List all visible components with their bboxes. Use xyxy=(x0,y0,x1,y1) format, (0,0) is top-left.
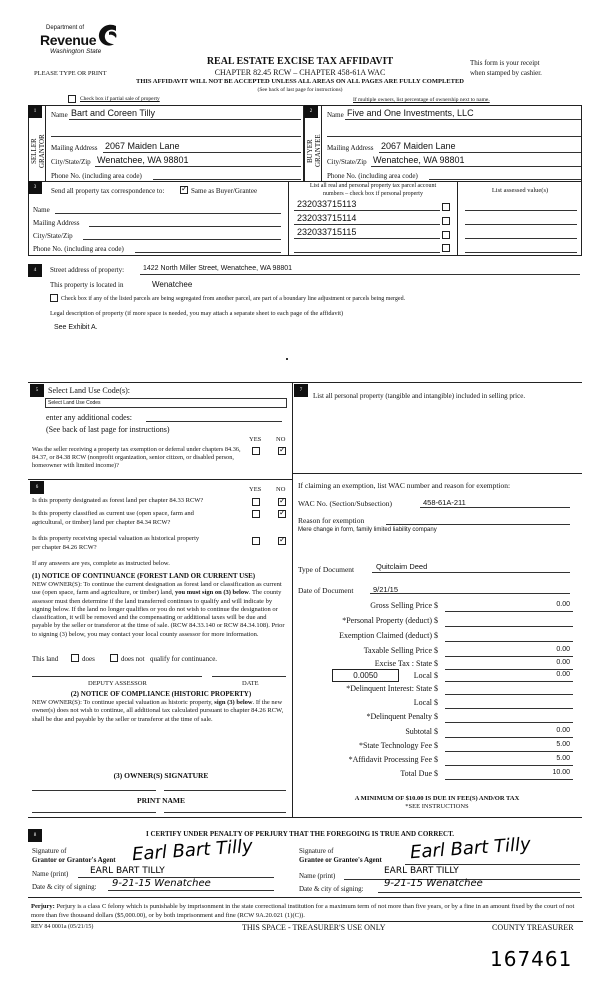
question-text-2: per chapter 84.26 RCW? xyxy=(32,544,97,551)
does-qualify-checkbox[interactable] xyxy=(71,654,79,662)
seller-grantor-label: SELLER GRANTOR xyxy=(30,134,46,168)
fee-row xyxy=(300,601,600,614)
receipt-note-2: when stamped by cashier. xyxy=(470,69,542,77)
if-yes-note: If any answers are yes, complete as instructed below. xyxy=(32,560,170,567)
notice-compliance-body: NEW OWNER(S): To continue special valuation as historic property, sign (3) below. If the new owner(s) does not wish to continue, all additional tax calculated pursuant to chapter 84.26 RCW, shall be due and payable by the seller or transferor at the time of sale. xyxy=(32,699,284,723)
fee-label: Subtotal $ xyxy=(405,727,438,736)
doc-type-value[interactable]: Quitclaim Deed xyxy=(376,562,428,571)
notice-compliance-title: (2) NOTICE OF COMPLIANCE (HISTORIC PROPERTY) xyxy=(70,690,252,698)
question-text: Is this property classified as current use (open space, farm and xyxy=(32,510,194,517)
does-not-qualify-checkbox[interactable] xyxy=(110,654,118,662)
fee-value[interactable]: 0.00 xyxy=(556,727,570,734)
buyer-name-label: Name xyxy=(327,111,344,119)
fee-value[interactable]: 0.00 xyxy=(556,646,570,653)
logo-line3: Washington State xyxy=(50,48,102,55)
land-use-see-back: (See back of last page for instructions) xyxy=(46,425,170,434)
does-label: does xyxy=(82,655,95,663)
seller-name-value[interactable]: Bart and Coreen Tilly xyxy=(71,108,156,118)
fee-row xyxy=(300,646,600,659)
reason-label: Reason for exemption xyxy=(298,516,365,525)
date-label: DATE xyxy=(242,680,259,687)
dor-swirl-icon xyxy=(96,22,120,48)
fee-row xyxy=(300,684,600,697)
fee-value[interactable]: 0.00 xyxy=(556,601,570,608)
fee-row xyxy=(300,712,600,725)
fee-value[interactable]: 0.00 xyxy=(556,671,570,678)
grantor-sig-label-1: Signature of xyxy=(32,847,67,855)
grantee-name-label: Name (print) xyxy=(299,872,336,880)
certify-statement: I CERTIFY UNDER PENALTY OF PERJURY THAT THE FOREGOING IS TRUE AND CORRECT. xyxy=(145,830,454,838)
owner-signature-label: (3) OWNER(S) SIGNATURE xyxy=(113,771,209,780)
deputy-assessor-label: DEPUTY ASSESSOR xyxy=(88,680,147,687)
street-address-label: Street address of property: xyxy=(50,266,125,274)
assessed-header: List assessed value(s) xyxy=(491,187,549,194)
fee-label: Local $ xyxy=(413,698,438,707)
seller-city-value[interactable]: Wenatchee, WA 98801 xyxy=(97,155,189,165)
fee-value[interactable]: 10.00 xyxy=(552,769,570,776)
logo-line2: Revenue xyxy=(40,32,97,48)
exemption-no-checkbox[interactable] xyxy=(278,447,286,455)
fee-row xyxy=(300,769,600,782)
section-tax-correspondence xyxy=(28,181,582,256)
same-as-buyer-checkbox[interactable] xyxy=(180,186,188,194)
corr-phone-label: Phone No. (including area code) xyxy=(33,245,124,253)
doc-type-label: Type of Document xyxy=(298,565,355,574)
fee-row xyxy=(300,671,600,684)
section-number-5: 5 xyxy=(30,384,44,397)
seller-mailing-label: Mailing Address xyxy=(51,144,98,152)
form-title: REAL ESTATE EXCISE TAX AFFIDAVIT xyxy=(206,56,394,67)
parcel-number[interactable]: 232033715115 xyxy=(297,227,357,237)
question-yes-checkbox[interactable] xyxy=(252,510,260,518)
grantee-signature[interactable]: Earl Bart Tilly xyxy=(409,833,532,864)
same-as-buyer-label: Same as Buyer/Grantee xyxy=(191,187,258,195)
yes-header: YES xyxy=(249,436,262,443)
segregate-label: Check box if any of the listed parcels are being segregated from another parcel, are part of a boundary line adjustment or parcels being merged. xyxy=(61,296,406,302)
corr-city-label: City/State/Zip xyxy=(33,232,73,240)
seller-name-label: Name xyxy=(51,111,68,119)
located-in-value[interactable]: Wenatchee xyxy=(152,280,193,289)
fee-label: Gross Selling Price $ xyxy=(370,601,438,610)
partial-sale-checkbox[interactable] xyxy=(68,95,76,103)
fee-label: *State Technology Fee $ xyxy=(358,741,438,750)
grantor-date-label: Date & city of signing: xyxy=(32,883,97,891)
fee-row xyxy=(300,755,600,768)
notice-continuance-body: NEW OWNER(S): To continue the current designation as forest land or classification as current use (open space, farm and agriculture, or timber) land, you must sign on (3) below. The county assessor must then determine if the land transferred continues to qualify and will indicate by signing below. If the land no longer qualifies or you do not wish to continue the designation or classification, it will be removed and the compensating or additional taxes will be due and payable by the seller or transferor at the time of sale. (RCW 84.33.140 or RCW 84.34.108). Prior to signing (3) below, you may contact your local county assessor for more information. xyxy=(32,581,285,638)
grantee-date-value[interactable]: 9-21-15 Wenatchee xyxy=(384,878,483,889)
see-back-note: (See back of last page for instructions) xyxy=(257,87,343,93)
section-number-6: 6 xyxy=(30,481,44,494)
this-land-label: This land xyxy=(32,655,59,663)
stray-dot xyxy=(286,358,288,360)
question-no-checkbox[interactable] xyxy=(278,498,286,506)
buyer-city-value[interactable]: Wenatchee, WA 98801 xyxy=(373,155,465,165)
receipt-note-1: This form is your receipt xyxy=(470,59,540,67)
grantee-sig-label-1: Signature of xyxy=(299,847,334,855)
wac-value[interactable]: 458-61A-211 xyxy=(423,498,466,507)
yes-header: YES xyxy=(249,486,262,493)
fee-row xyxy=(300,727,600,740)
section-seller-grantor xyxy=(28,105,304,182)
street-address-value[interactable]: 1422 North Miller Street, Wenatchee, WA 98801 xyxy=(143,265,293,272)
handwritten-receipt-number: 167461 xyxy=(490,947,573,971)
fee-value[interactable]: 5.00 xyxy=(556,755,570,762)
fee-label: *Personal Property (deduct) $ xyxy=(342,616,438,625)
minimum-due-note: A MINIMUM OF $10.00 IS DUE IN FEE(S) AND/OR TAX xyxy=(354,795,520,802)
no-header: NO xyxy=(276,486,286,493)
buyer-grantee-label: BUYER GRANTEE xyxy=(306,134,322,168)
legal-description-value[interactable]: See Exhibit A. xyxy=(54,324,98,331)
section-number-8: 8 xyxy=(28,829,42,842)
buyer-mailing-label: Mailing Address xyxy=(327,144,374,152)
segregate-checkbox[interactable] xyxy=(50,294,58,302)
personal-property-checkbox[interactable] xyxy=(442,203,450,211)
section-number-4: 4 xyxy=(28,264,42,277)
doc-date-value[interactable]: 9/21/15 xyxy=(373,585,399,594)
additional-codes-label: enter any additional codes: xyxy=(46,413,132,422)
section-number-7: 7 xyxy=(294,384,308,397)
corr-name-label: Name xyxy=(33,206,50,214)
wac-label: WAC No. (Section/Subsection) xyxy=(298,499,392,508)
fee-label: *Delinquent Penalty $ xyxy=(366,712,438,721)
question-yes-checkbox[interactable] xyxy=(252,537,260,545)
print-name-label: PRINT NAME xyxy=(137,796,185,805)
grantor-name-label: Name (print) xyxy=(32,870,69,878)
land-use-select[interactable]: Select Land Use Codes xyxy=(45,398,287,408)
question-no-checkbox[interactable] xyxy=(278,537,286,545)
parcel-header: List all real and personal property tax parcel account numbers – check box if personal property xyxy=(309,183,437,197)
notice-continuance-title: (1) NOTICE OF CONTINUANCE (FOREST LAND OR CURRENT USE) xyxy=(32,572,256,580)
seller-mailing-value[interactable]: 2067 Maiden Lane xyxy=(105,141,180,151)
exemption-question: Was the seller receiving a property tax exemption or deferral under chapters 84.36, 84.37, or 84.38 RCW (nonprofit organization, senior citizen, or disabled person, homeowner with limited income)? xyxy=(32,446,241,469)
grantee-name-value[interactable]: EARL BART TILLY xyxy=(384,866,459,876)
section-buyer-grantee xyxy=(304,105,582,182)
logo-line1: Department of xyxy=(46,25,85,31)
multiple-owners-note: If multiple owners, list percentage of ownership next to name. xyxy=(353,97,490,103)
fee-row xyxy=(300,741,600,754)
warning-text: THIS AFFIDAVIT WILL NOT BE ACCEPTED UNLESS ALL AREAS ON ALL PAGES ARE FULLY COMPLETED xyxy=(136,78,464,85)
send-correspondence-label: Send all property tax correspondence to: xyxy=(51,187,165,195)
fee-label: *Delinquent Interest: State $ xyxy=(346,684,438,693)
question-no-checkbox[interactable] xyxy=(278,510,286,518)
question-text-2: agricultural, or timber) land per chapter 84.34 RCW? xyxy=(32,519,171,526)
located-in-label: This property is located in xyxy=(50,281,124,289)
question-text: Is this property designated as forest land per chapter 84.33 RCW? xyxy=(32,497,204,504)
personal-property-label: List all personal property (tangible and intangible) included in selling price. xyxy=(313,392,526,400)
please-type: PLEASE TYPE OR PRINT xyxy=(34,70,107,77)
section-number-3: 3 xyxy=(28,181,42,194)
grantee-date-label: Date & city of signing: xyxy=(299,885,364,893)
doc-date-label: Date of Document xyxy=(298,586,354,595)
section-number-1: 1 xyxy=(28,105,42,118)
fee-row xyxy=(300,631,600,644)
personal-property-checkbox[interactable] xyxy=(442,231,450,239)
fee-row xyxy=(300,616,600,629)
no-header: NO xyxy=(276,436,286,443)
fee-label: Local $ xyxy=(413,671,438,680)
corr-mailing-label: Mailing Address xyxy=(33,219,80,227)
buyer-city-label: City/State/Zip xyxy=(327,158,367,166)
grantor-sig-label-2: Grantor or Grantor's Agent xyxy=(32,856,116,864)
fee-value[interactable]: 5.00 xyxy=(556,741,570,748)
fee-label: Exemption Claimed (deduct) $ xyxy=(339,631,438,640)
parcel-number[interactable]: 232033715114 xyxy=(297,213,357,223)
local-rate-box[interactable]: 0.0050 xyxy=(332,669,399,682)
buyer-mailing-value[interactable]: 2067 Maiden Lane xyxy=(381,141,456,151)
fee-label: *Affidavit Processing Fee $ xyxy=(348,755,438,764)
parcel-number[interactable]: 232033715113 xyxy=(297,199,357,209)
personal-property-checkbox[interactable] xyxy=(442,217,450,225)
grantor-signature[interactable]: Earl Bart Tilly xyxy=(131,835,254,866)
see-instructions-note: *SEE INSTRUCTIONS xyxy=(405,803,469,810)
exemption-header: If claiming an exemption, list WAC number and reason for exemption: xyxy=(298,481,511,490)
form-subtitle: CHAPTER 82.45 RCW – CHAPTER 458-61A WAC xyxy=(214,68,386,77)
exemption-yes-checkbox[interactable] xyxy=(252,447,260,455)
partial-sale-label: Check box if partial sale of property xyxy=(80,96,160,102)
seller-city-label: City/State/Zip xyxy=(51,158,91,166)
fee-label: Total Due $ xyxy=(400,769,438,778)
question-text: Is this property receiving special valuation as historical property xyxy=(32,535,200,542)
legal-description-label: Legal description of property (if more space is needed, you may attach a separate sheet to each page of the affidavit) xyxy=(50,310,344,317)
county-treasurer-label: COUNTY TREASURER xyxy=(492,923,574,932)
grantee-sig-label-2: Grantee or Grantee's Agent xyxy=(299,856,382,864)
land-use-label: Select Land Use Code(s): xyxy=(48,386,130,395)
fee-label: Taxable Selling Price $ xyxy=(363,646,438,655)
fee-label: Excise Tax : State $ xyxy=(374,659,438,668)
personal-property-checkbox[interactable] xyxy=(442,244,450,252)
seller-phone-label: Phone No. (including area code) xyxy=(51,172,142,180)
buyer-name-value[interactable]: Five and One Investments, LLC xyxy=(347,108,474,118)
fee-value[interactable]: 0.00 xyxy=(556,659,570,666)
grantor-date-value[interactable]: 9-21-15 Wenatchee xyxy=(112,878,211,889)
does-not-label: does not xyxy=(121,655,145,663)
fee-row xyxy=(300,698,600,711)
treasurer-space-label: THIS SPACE - TREASURER'S USE ONLY xyxy=(242,923,386,932)
buyer-phone-label: Phone No. (including area code) xyxy=(327,172,418,180)
qualify-label: qualify for continuance. xyxy=(150,655,218,663)
form-number: REV 84 0001a (05/21/15) xyxy=(31,924,94,930)
grantor-name-value[interactable]: EARL BART TILLY xyxy=(90,866,165,876)
question-yes-checkbox[interactable] xyxy=(252,498,260,506)
reason-value[interactable]: Mere change in form, family limited liability company xyxy=(298,527,437,533)
section-number-2: 2 xyxy=(304,105,318,118)
perjury-notice: Perjury: Perjury is a class C felony which is punishable by imprisonment in the state correctional institution for a maximum term of not more than five years, or by a fine in an amount fixed by the court of not more than five thousand dollars ($5,000.00), or by both imprisonment and fine (RCW 9A.20.021 (1)(C)). xyxy=(31,903,583,922)
